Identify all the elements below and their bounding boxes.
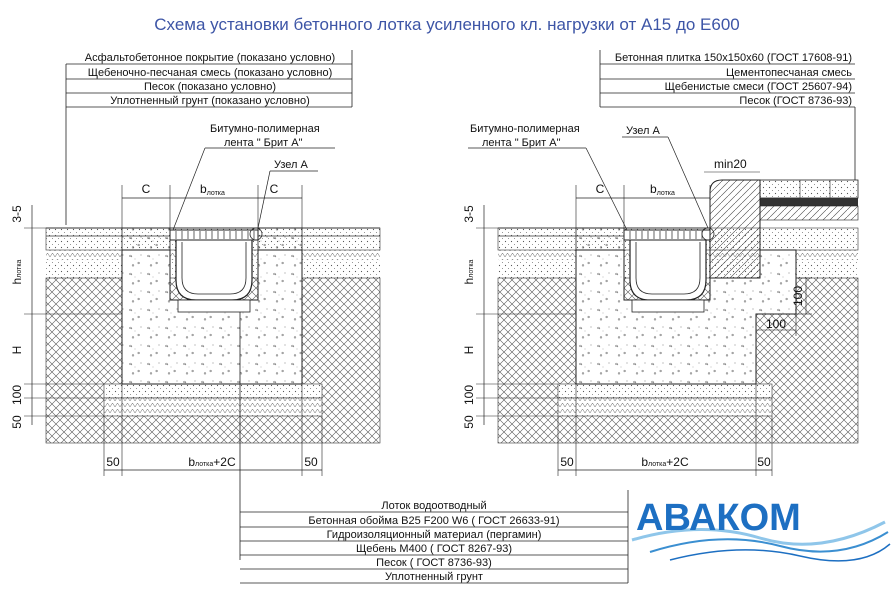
right-curb-dim-h: 100 xyxy=(765,317,787,331)
legend-sand-bottom: Песок ( ГОСТ 8736-93) xyxy=(376,557,492,569)
legend-soil: Уплотненный грунт (показано условно) xyxy=(110,95,310,107)
legend-gravel-sand: Щебеночно-песчаная смесь (показано условно) xyxy=(87,67,333,79)
avakom-logo xyxy=(632,497,890,561)
legend-sand: Песок (показано условно) xyxy=(143,81,277,93)
left-legend xyxy=(66,50,352,225)
legend-sand-gost: Песок (ГОСТ 8736-93) xyxy=(739,95,852,107)
left-tape-label-2: лента " Брит А" xyxy=(224,137,303,149)
left-dim-h: hлотка xyxy=(10,259,24,285)
left-dim-50-a: 50 xyxy=(106,455,120,469)
right-dim-50: 50 xyxy=(462,415,476,429)
right-tape-label-2: лента " Брит А" xyxy=(482,137,561,149)
right-dim-50-b: 50 xyxy=(757,455,771,469)
right-dim-bottom: bлотка+2C xyxy=(641,455,689,469)
left-dim-c1: C xyxy=(141,182,151,196)
legend-waterproof: Гидроизоляционный материал (пергамин) xyxy=(326,529,542,541)
left-dim-50-b: 50 xyxy=(304,455,318,469)
left-dim-100: 100 xyxy=(10,384,24,406)
left-dim-b: bлотка xyxy=(200,182,225,197)
legend-soil-bottom: Уплотненный грунт xyxy=(385,571,483,583)
right-curb-dim-v: 100 xyxy=(791,285,805,307)
legend-tile: Бетонная плитка 150х150х60 (ГОСТ 17608-91) xyxy=(614,52,852,64)
left-dim-50: 50 xyxy=(10,415,24,429)
legend-cement-sand: Цементопесчаная смесь xyxy=(726,67,852,79)
right-min20-label: min20 xyxy=(714,157,747,171)
right-dim-h: hлотка xyxy=(462,259,476,285)
right-drawing xyxy=(462,50,858,476)
legend-asphalt: Асфальтобетонное покрытие (показано условно) xyxy=(84,52,336,64)
page-title: Схема установки бетонного лотка усиленного кл. нагрузки от А15 до Е600 xyxy=(154,15,740,34)
right-tape-label-1: Битумно-полимерная xyxy=(470,123,580,135)
left-drawing xyxy=(10,50,380,560)
right-dim-H: H xyxy=(462,345,476,355)
right-dim-100: 100 xyxy=(462,384,476,406)
left-tape-label-1: Битумно-полимерная xyxy=(210,123,320,135)
left-dim-c2: C xyxy=(269,182,279,196)
right-dim-b: bлотка xyxy=(650,182,675,197)
logo-text: АВАКОМ xyxy=(636,497,801,539)
left-dim-3-5: 3-5 xyxy=(10,205,24,223)
legend-crushed-stone: Щебенистые смеси (ГОСТ 25607-94) xyxy=(664,81,852,93)
right-dim-50-a: 50 xyxy=(560,455,574,469)
left-dim-H: H xyxy=(10,345,24,355)
left-dim-bottom: bлотка+2C xyxy=(188,455,236,469)
right-node-label: Узел А xyxy=(626,125,660,137)
bottom-legend xyxy=(240,490,628,583)
legend-crushed: Щебень М400 ( ГОСТ 8267-93) xyxy=(355,543,513,555)
right-dim-c: C xyxy=(595,182,605,196)
left-node-label: Узел А xyxy=(274,159,308,171)
right-dim-3-5: 3-5 xyxy=(462,205,476,223)
legend-concrete: Бетонная обойма В25 F200 W6 ( ГОСТ 26633-91) xyxy=(308,515,560,527)
legend-channel: Лоток водоотводный xyxy=(381,500,487,512)
